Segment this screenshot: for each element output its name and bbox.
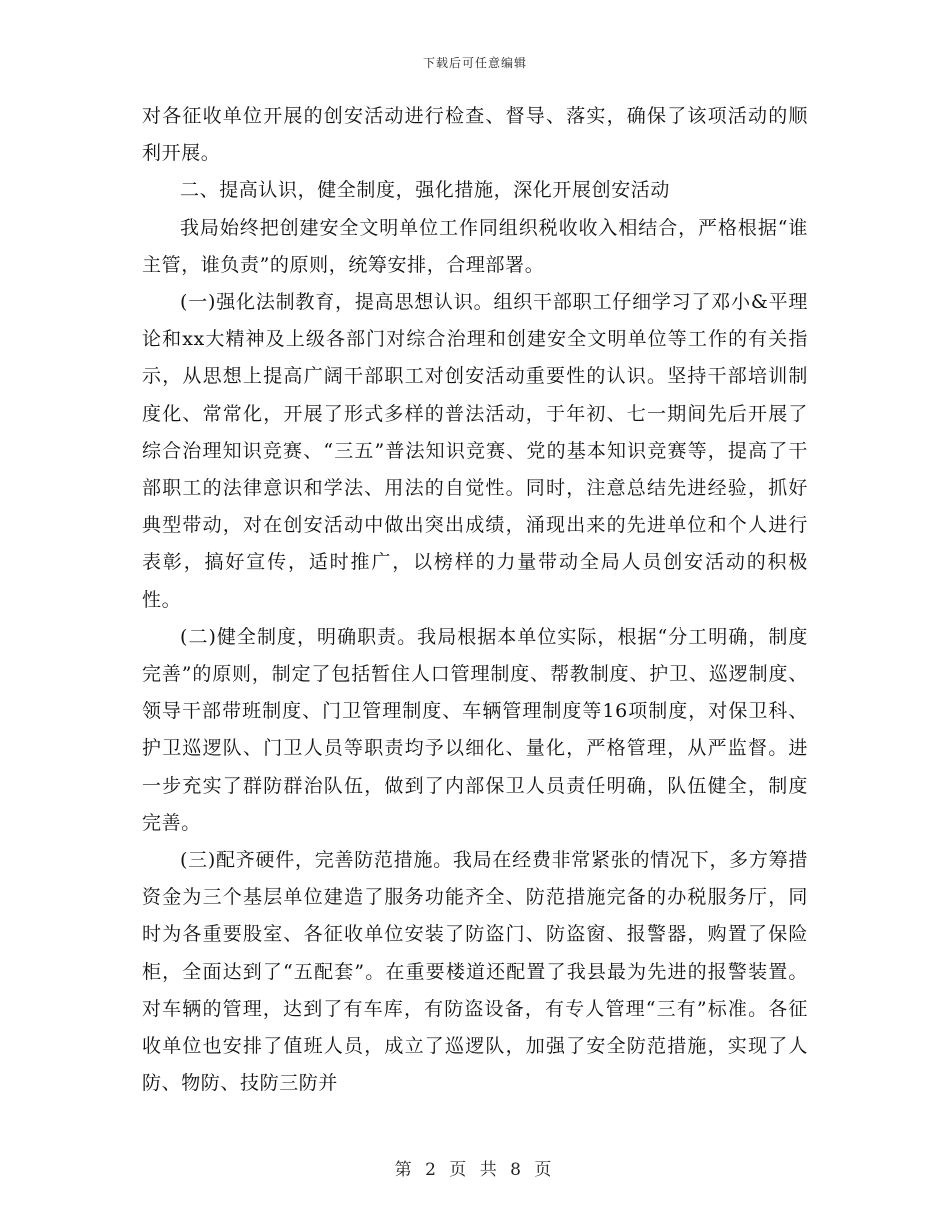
section-heading-2: 二、提高认识，健全制度，强化措施，深化开展创安活动 bbox=[180, 179, 671, 202]
paragraph-1: 对各征收单位开展的创安活动进行检查、督导、落实，确保了该项活动的顺利开展。 bbox=[142, 105, 808, 165]
document-body bbox=[142, 98, 808, 1102]
paragraph-3: 我局始终把创建安全文明单位工作同组织税收收入相结合，严格根据“谁主管，谁负责”的原则，统筹安排，合理部署。 bbox=[142, 216, 808, 276]
header-note: 下载后可任意编辑 bbox=[422, 56, 527, 70]
page-number: 第 2 页 共 8 页 bbox=[394, 1160, 556, 1180]
paragraph-6: (三)配齐硬件，完善防范措施。我局在经费非常紧张的情况下，多方筹措资金为三个基层单位建造了服务功能齐全、防范措施完备的办税服务厅，同时为各重要股室、各征收单位安装了防盗门、防盗窗、报警器，购置了保险柜，全面达到了“五配套”。在重要楼道还配置了我县最为先进的报警装置。对车辆的管理，达到了有车库，有防盗设备，有专人管理“三有”标准。各征收单位也安排了值班人员，成立了巡逻队，加强了安全防范措施，实现了人防、物防、技防三防并 bbox=[142, 849, 808, 1095]
paragraph-5: (二)健全制度，明确职责。我局根据本单位实际，根据“分工明确，制度完善”的原则，制定了包括暂住人口管理制度、帮教制度、护卫、巡逻制度、领导干部带班制度、门卫管理制度、车辆管理制度等16项制度，对保卫科、护卫巡逻队、门卫人员等职责均予以细化、量化，严格管理，从严监督。进一步充实了群防群治队伍，做到了内部保卫人员责任明确，队伍健全，制度完善。 bbox=[142, 625, 808, 834]
paragraph-4: (一)强化法制教育，提高思想认识。组织干部职工仔细学习了邓小&平理论和xx大精神及上级各部门对综合治理和创建安全文明单位等工作的有关指示，从思想上提高广阔干部职工对创安活动重要性的认识。坚持干部培训制度化、常常化，开展了形式多样的普法活动，于年初、七一期间先后开展了综合治理知识竞赛、“三五”普法知识竞赛、党的基本知识竞赛等，提高了干部职工的法律意识和学法、用法的自觉性。同时，注意总结先进经验，抓好典型带动，对在创安活动中做出突出成绩，涌现出来的先进单位和个人进行表彰，搞好宣传，适时推广，以榜样的力量带动全局人员创安活动的积极性。 bbox=[142, 291, 808, 611]
